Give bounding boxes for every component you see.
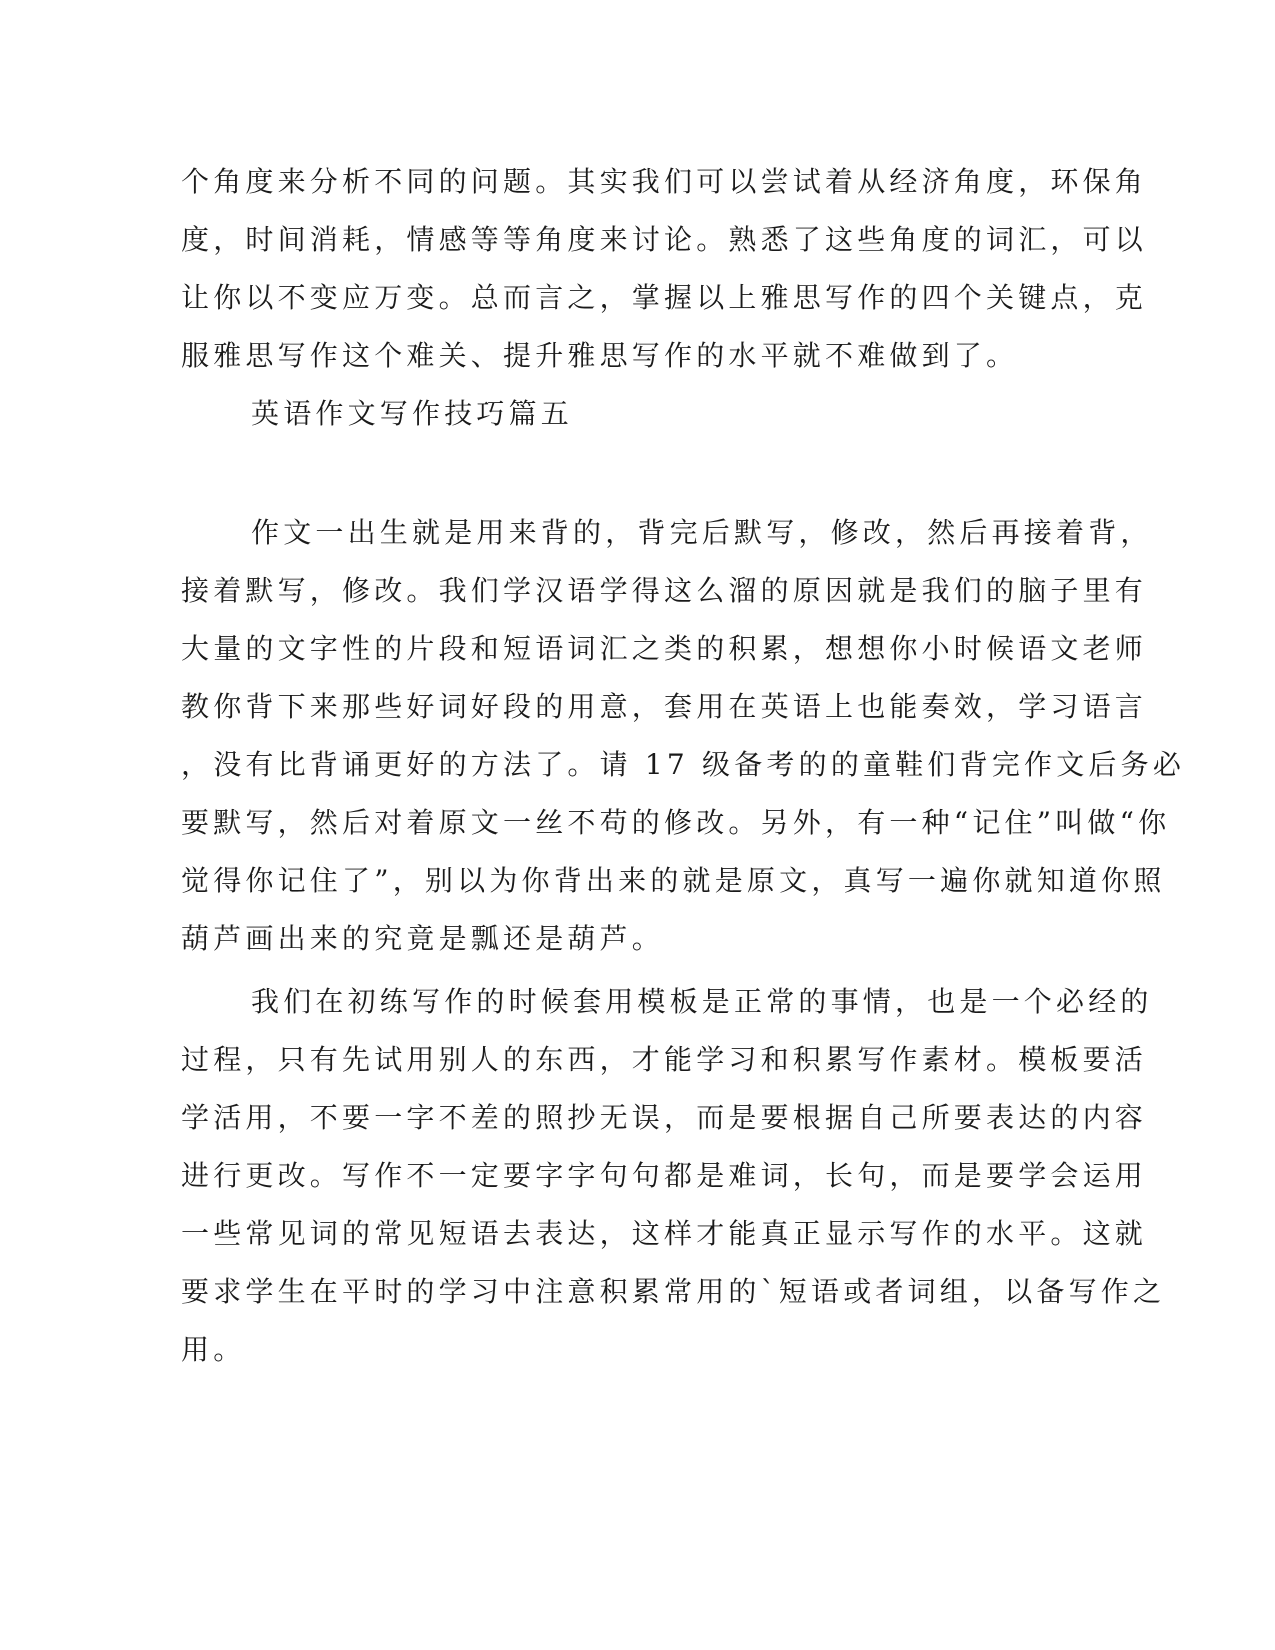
paragraph-1-line-2: 接着默写，修改。我们学汉语学得这么溜的原因就是我们的脑子里有 [181,574,1148,607]
paragraph-1-line-8: 葫芦画出来的究竟是瓢还是葫芦。 [181,922,665,955]
paragraph-1-line-1: 作文一出生就是用来背的，背完后默写，修改，然后再接着背， [251,516,1153,549]
paragraph-2-line-2: 过程，只有先试用别人的东西，才能学习和积累写作素材。模板要活 [181,1043,1148,1076]
intro-line-1: 个角度来分析不同的问题。其实我们可以尝试着从经济角度，环保角 [181,165,1148,198]
paragraph-1-line-5: ，没有比背诵更好的方法了。请 17 级备考的的童鞋们背完作文后务必 [181,748,1186,781]
paragraph-2-line-6: 要求学生在平时的学习中注意积累常用的`短语或者词组，以备写作之 [181,1275,1166,1308]
paragraph-2-line-5: 一些常见词的常见短语去表达，这样才能真正显示写作的水平。这就 [181,1217,1148,1250]
paragraph-2-line-7: 用。 [181,1333,246,1366]
paragraph-1-line-4: 教你背下来那些好词好段的用意，套用在英语上也能奏效，学习语言 [181,690,1148,723]
paragraph-1-line-7: 觉得你记住了”，别以为你背出来的就是原文，真写一遍你就知道你照 [181,864,1166,897]
intro-line-3: 让你以不变应万变。总而言之，掌握以上雅思写作的四个关键点，克 [181,281,1148,314]
intro-line-4: 服雅思写作这个难关、提升雅思写作的水平就不难做到了。 [181,339,1019,372]
paragraph-2-line-4: 进行更改。写作不一定要字字句句都是难词，长句，而是要学会运用 [181,1159,1148,1192]
intro-line-2: 度，时间消耗，情感等等角度来讨论。熟悉了这些角度的词汇，可以 [181,223,1148,256]
paragraph-2-line-1: 我们在初练写作的时候套用模板是正常的事情，也是一个必经的 [251,985,1153,1018]
paragraph-2-line-3: 学活用，不要一字不差的照抄无误，而是要根据自己所要表达的内容 [181,1101,1148,1134]
section-heading: 英语作文写作技巧篇五 [251,397,574,430]
paragraph-1-line-6: 要默写，然后对着原文一丝不苟的修改。另外，有一种“记住”叫做“你 [181,806,1171,839]
paragraph-1-line-3: 大量的文字性的片段和短语词汇之类的积累，想想你小时候语文老师 [181,632,1148,665]
